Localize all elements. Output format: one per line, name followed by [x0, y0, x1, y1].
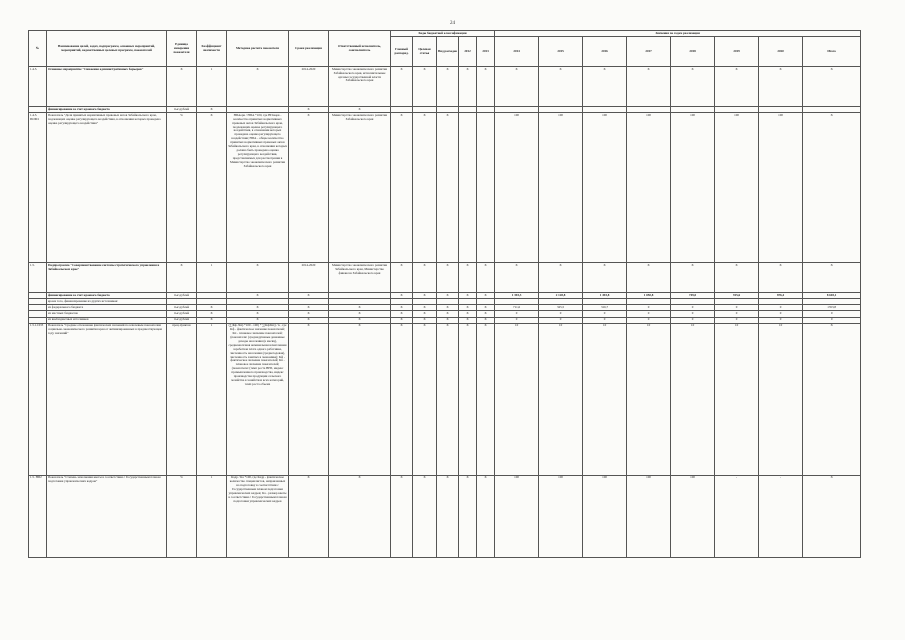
table-cell: Х	[477, 293, 495, 299]
col-target-article: Целевая статья	[413, 37, 437, 67]
table-cell: 10	[759, 323, 803, 475]
table-cell: Х	[197, 305, 227, 311]
col-name: Наименование целей, задач, подпрограмм, основных мероприятий, мероприятий, ведомственных целевых программ, показателей	[47, 31, 167, 67]
table-cell: Х	[477, 323, 495, 475]
table-row	[29, 323, 861, 475]
col-2017: 2017	[627, 37, 671, 67]
years-group: Значения по годам реализации	[495, 31, 861, 37]
table-cell: 1	[197, 475, 227, 557]
table-cell: 0	[759, 305, 803, 311]
table-cell: из внебюджетных источников	[47, 317, 167, 323]
table-cell: Х	[539, 67, 583, 107]
table-cell: Х	[413, 311, 437, 317]
table-cell: 100	[583, 475, 627, 557]
table-cell: 0	[495, 311, 539, 317]
table-cell: Х	[289, 305, 329, 311]
table-cell: 0	[539, 317, 583, 323]
table-cell: 0	[539, 311, 583, 317]
table-cell: 316,7	[583, 305, 627, 311]
table-cell: Х	[289, 113, 329, 263]
table-cell: 10	[671, 323, 715, 475]
table-row	[29, 67, 861, 107]
col-2013: 2013	[477, 37, 495, 67]
table-cell: Х	[197, 311, 227, 317]
table-cell: -	[715, 475, 759, 557]
table-cell: 100	[539, 475, 583, 557]
table-cell: Х	[495, 67, 539, 107]
table-cell: Х	[477, 317, 495, 323]
table-cell: 10	[715, 323, 759, 475]
table-cell: финансирование за счет краевого бюджета	[47, 293, 167, 299]
page-number: 24	[450, 21, 455, 26]
table-cell: Х	[167, 263, 197, 293]
table-cell: из местных бюджетов	[47, 311, 167, 317]
table-cell: тыс.рублей	[167, 293, 197, 299]
table-cell: 100	[671, 113, 715, 263]
table-cell: 8 603,1	[803, 293, 861, 299]
table-cell: 1.4.3.	[29, 67, 47, 107]
table-cell: Х	[197, 107, 227, 113]
table-cell: Х	[197, 317, 227, 323]
table-cell: Х	[329, 317, 391, 323]
table-cell: Х	[437, 317, 459, 323]
table-cell: 876,4	[759, 293, 803, 299]
table-cell: 10	[627, 323, 671, 475]
col-2015: 2015	[539, 37, 583, 67]
table-cell: тыс.рублей	[167, 305, 197, 311]
table-cell: Х	[627, 67, 671, 107]
table-cell: 1	[197, 263, 227, 293]
table-cell: 1.5. НП2	[29, 475, 47, 557]
col-method: Методика расчета показателя	[227, 31, 289, 67]
table-cell: Х	[477, 305, 495, 311]
table-cell: 0	[627, 311, 671, 317]
table-cell: Х	[437, 67, 459, 107]
table-cell: Х	[167, 67, 197, 107]
table-cell: 0	[671, 311, 715, 317]
table-cell: Х	[477, 475, 495, 557]
table-cell: Кадр / Ка *100, где Кадр - фактическое количество специалистов, направленных на подготовку в соответствии с Государственным планом подготовки управленческих кадров; Ка - размер квоты в соответствии с Государственным планом подготовки управленческих кадров	[227, 475, 289, 557]
table-cell: Х	[437, 305, 459, 311]
table-cell: Министерство экономического развития Забайкальского края	[329, 113, 391, 263]
table-cell: Х	[437, 311, 459, 317]
table-cell: Х	[759, 67, 803, 107]
table-cell: Х	[437, 475, 459, 557]
table-cell: Х	[289, 323, 329, 475]
table-cell: Х	[413, 113, 437, 263]
table-cell: финансирование за счет краевого бюджета	[47, 107, 167, 113]
table-cell: Х	[413, 263, 437, 293]
table-cell: Х	[413, 293, 437, 299]
table-cell: %	[167, 113, 197, 263]
table-cell: 1 393,3	[495, 293, 539, 299]
table-cell: Х	[391, 311, 413, 317]
table-cell: 1 050,8	[627, 293, 671, 299]
table-cell: 0	[495, 317, 539, 323]
table-cell: Показатель "Степень заполнения квоты в соответствии с Государственным планом подготовки управленческих кадров"	[47, 475, 167, 557]
table-cell: Основное мероприятие "Снижение административных барьеров"	[47, 67, 167, 107]
table-cell: 0	[627, 317, 671, 323]
table-cell: Х	[413, 323, 437, 475]
table-cell: 0	[627, 305, 671, 311]
table-cell: Х	[477, 67, 495, 107]
table-cell: 100	[627, 113, 671, 263]
table-cell	[459, 113, 477, 263]
col-number: №	[29, 31, 47, 67]
table-cell: Показатель "Среднее отклонение фактических значений по ключевым показателям социально-экономического развития края от активизированных в предшествующем году значений"	[47, 323, 167, 475]
table-cell: 0	[759, 311, 803, 317]
table-row	[29, 263, 861, 293]
col-2012: 2012	[459, 37, 477, 67]
table-cell: Х	[477, 263, 495, 293]
table-cell: Х	[197, 113, 227, 263]
table-cell: Х	[477, 311, 495, 317]
table-cell: Х	[583, 67, 627, 107]
table-cell: Х	[391, 293, 413, 299]
table-cell: Х	[391, 305, 413, 311]
table-cell: Х	[391, 323, 413, 475]
table-cell: Министерство экономического развития Забайкальского края, исполнительные органы государственной власти Забайкальского края	[329, 67, 391, 107]
table-cell: 10	[539, 323, 583, 475]
table-cell: Х	[495, 263, 539, 293]
table-cell: 0	[715, 311, 759, 317]
table-cell: 1353,8	[803, 305, 861, 311]
table-cell: 325,5	[539, 305, 583, 311]
table-cell: 0	[671, 317, 715, 323]
table-cell: Х	[459, 323, 477, 475]
table-cell: Х	[227, 317, 289, 323]
table-cell: Х	[289, 317, 329, 323]
table-cell: 915,6	[715, 293, 759, 299]
table-cell: Х	[459, 305, 477, 311]
table-body	[29, 67, 861, 558]
table-row	[29, 113, 861, 263]
table-cell: Х	[227, 305, 289, 311]
table-cell: кроме того, финансирование из других источников:	[47, 299, 167, 305]
table-cell: 100	[583, 113, 627, 263]
table-cell: Х	[391, 113, 413, 263]
table-cell: Х	[329, 107, 391, 113]
table-cell: Министерство экономического развития Забайкальского края, Министерство финансов Забайкальского края	[329, 263, 391, 293]
table-cell: тыс.рублей	[167, 107, 197, 113]
table-cell: Х	[391, 317, 413, 323]
table-cell: Х	[227, 293, 289, 299]
table-cell: 0	[803, 311, 861, 317]
table-cell: Х	[391, 67, 413, 107]
table-cell: Показатель "Доля принятых нормативных правовых актов Забайкальского края, подлежащих оценке регулирующего воздействия, в отношении которых проведена оценка регулирующего воздействия"	[47, 113, 167, 263]
table-cell: Х	[289, 311, 329, 317]
table-cell: Х	[413, 317, 437, 323]
table-cell: Подпрограмма "Совершенствование системы стратегического управления в Забайкальском крае"	[47, 263, 167, 293]
col-coef: Коэффициент значимости	[197, 31, 227, 67]
table-cell: Х	[329, 305, 391, 311]
table-cell: Х	[413, 475, 437, 557]
table-cell: Х	[329, 323, 391, 475]
table-cell: 1.5.	[29, 263, 47, 293]
table-cell: Х	[803, 475, 861, 557]
table-cell: 1.5.1.СП3	[29, 323, 47, 475]
table-cell: Х	[803, 113, 861, 263]
table-cell: НПАорв / НПА *100, где НПАорв - количество принятых нормативных правовых актов Забайкальского края, подлежащих оценке регулирующего воздействия, в отношении которых проведена оценка регулирующего воздействия; НПА - общее количество принятых нормативных правовых актов Забайкальского края, в отношении которых должна быть проведена оценка регулирующего воздействия, представляемых для рассмотрения в Министерство экономического развития Забайкальского края	[227, 113, 289, 263]
budget-codes-group: Коды бюджетной классификации	[391, 31, 495, 37]
table-cell: Х	[803, 263, 861, 293]
table-cell: Х	[437, 323, 459, 475]
col-2018: 2018	[671, 37, 715, 67]
table-cell: -	[759, 475, 803, 557]
table-cell: 2014-2020	[289, 67, 329, 107]
table-cell: 0	[759, 317, 803, 323]
table-cell: 2014-2020	[289, 263, 329, 293]
table-cell: Х	[413, 305, 437, 311]
table-cell: Х	[803, 323, 861, 475]
table-cell: Х	[627, 263, 671, 293]
table-cell: Х	[437, 263, 459, 293]
table-cell	[477, 113, 495, 263]
table-cell: (∑|Кф /Кп) *100 - 100) * ∑|Кф/Кп|) / k , где Кф - фактическое значение показателей; Кп - плановое значение показателей; (показатели: (среднедушевые денежные доходы населения (в месяц), среднемесячная номинальная начисленная заработная плата одного работника, численность населения (среднегодовая), численность занятых в экономике); Кф - фактическое значение показателей; Кп - плановое значение показателей; (показатели: (темп роста ВРП, индекс промышленного производства, индекс производства продукции сельского хозяйства в хозяйствах всех категорий, темп роста объема	[227, 323, 289, 475]
col-2019: 2019	[715, 37, 759, 67]
col-total: Итого	[803, 37, 861, 67]
table-cell: 100	[671, 475, 715, 557]
table-cell: Х	[459, 475, 477, 557]
program-table	[28, 30, 861, 558]
table-row	[29, 475, 861, 557]
col-2020: 2020	[759, 37, 803, 67]
table-cell: 0	[583, 311, 627, 317]
table-cell: Х	[329, 475, 391, 557]
table-cell: 100	[539, 113, 583, 263]
table-cell: Х	[715, 67, 759, 107]
col-unit: Единица измерения показателя	[167, 31, 197, 67]
table-cell: Х	[459, 293, 477, 299]
table-cell: 1.4.3. ПОМ1	[29, 113, 47, 263]
table-cell: 100	[495, 475, 539, 557]
table-cell: Х	[459, 317, 477, 323]
col-2014: 2014	[495, 37, 539, 67]
table-cell: 0	[671, 305, 715, 311]
table-cell: Х	[759, 263, 803, 293]
table-cell: проц.пунктов	[167, 323, 197, 475]
table-cell: Х	[227, 263, 289, 293]
table-cell: Х	[391, 263, 413, 293]
table-cell: Х	[289, 293, 329, 299]
table-cell: 100	[627, 475, 671, 557]
table-cell: 0	[803, 317, 861, 323]
table-cell: Х	[671, 263, 715, 293]
col-executor: Ответственный исполнитель, соисполнитель	[329, 31, 391, 67]
table-cell: 100	[715, 113, 759, 263]
table-cell: 1	[197, 323, 227, 475]
table-cell: Х	[227, 67, 289, 107]
table-cell: Х	[459, 263, 477, 293]
table-cell: Х	[437, 293, 459, 299]
table-cell: Х	[329, 311, 391, 317]
table-cell: Х	[459, 311, 477, 317]
table-cell: Х	[459, 67, 477, 107]
table-cell: 100	[495, 113, 539, 263]
table-cell: 2 128,8	[539, 293, 583, 299]
table-cell: тыс.рублей	[167, 317, 197, 323]
table-cell: Х	[437, 113, 459, 263]
table-cell: Х	[413, 67, 437, 107]
table-cell: Х	[227, 311, 289, 317]
table-cell: Х	[803, 67, 861, 107]
table-cell: 100	[759, 113, 803, 263]
table-cell: 10	[495, 323, 539, 475]
col-main-manager: Главный распоряд.	[391, 37, 413, 67]
table-cell: Х	[671, 67, 715, 107]
col-term: Сроки реализации	[289, 31, 329, 67]
table-cell: Х	[539, 263, 583, 293]
table-cell: 1 493,8	[583, 293, 627, 299]
table-cell: Х	[715, 263, 759, 293]
table-cell: 10	[583, 323, 627, 475]
table-cell: 711,6	[495, 305, 539, 311]
table-cell: Х	[583, 263, 627, 293]
table-cell: 0	[715, 317, 759, 323]
table-cell: 1	[197, 67, 227, 107]
table-cell: 0	[583, 317, 627, 323]
table-cell: тыс.рублей	[167, 311, 197, 317]
table-cell: Х	[391, 475, 413, 557]
table-cell: 749,0	[671, 293, 715, 299]
table-cell: Х	[289, 107, 329, 113]
col-2016: 2016	[583, 37, 627, 67]
table-cell: из федерального бюджета	[47, 305, 167, 311]
table-cell: %	[167, 475, 197, 557]
table-cell: 0	[715, 305, 759, 311]
col-expense-type: Вид расходов	[437, 37, 459, 67]
table-cell: Х	[289, 475, 329, 557]
